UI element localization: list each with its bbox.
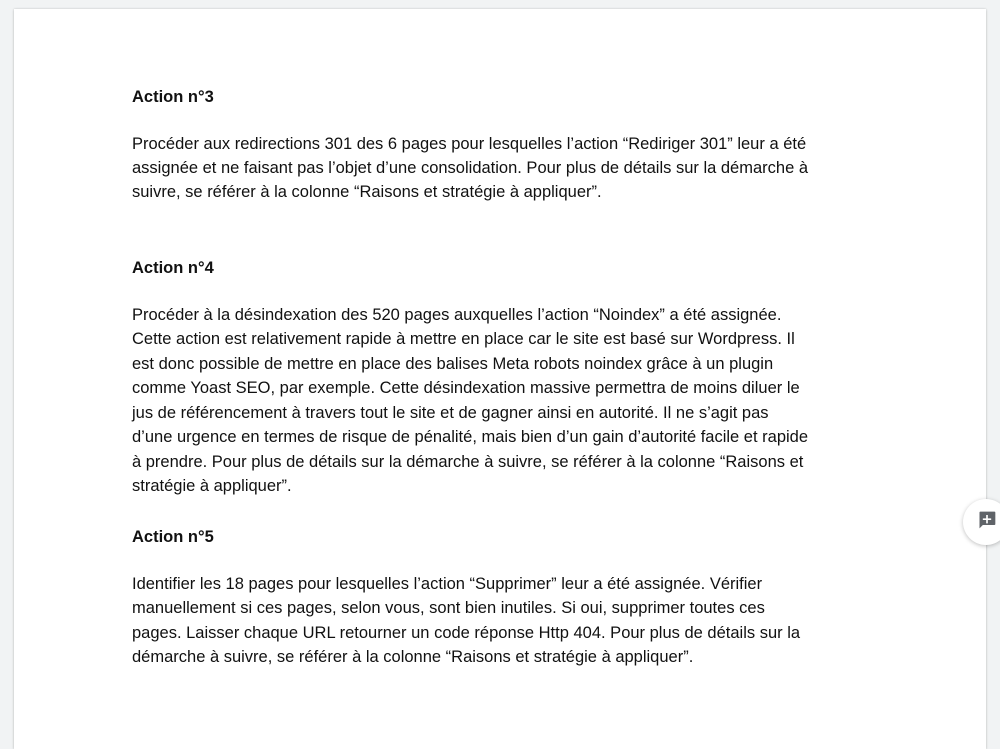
paragraph-line: d’une urgence en termes de risque de pénalité, mais bien d’un gain d’autorité facile et rapide bbox=[132, 428, 809, 446]
document-page bbox=[14, 9, 986, 749]
paragraph-line: suivre, se référer à la colonne “Raisons et stratégie à appliquer”. bbox=[132, 183, 602, 201]
paragraph-line: Procéder à la désindexation des 520 pages auxquelles l’action “Noindex” a été assignée. bbox=[132, 306, 782, 324]
paragraph-line: jus de référencement à travers tout le site et de gagner ainsi en autorité. Il ne s’agit pas bbox=[132, 404, 769, 422]
paragraph-line: manuellement si ces pages, selon vous, sont bien inutiles. Si oui, supprimer toutes ces bbox=[132, 599, 765, 617]
paragraph-line: pages. Laisser chaque URL retourner un code réponse Http 404. Pour plus de détails sur la bbox=[132, 624, 801, 642]
section-heading-action-3: Action n°3 bbox=[132, 88, 214, 106]
add-comment-icon bbox=[977, 510, 997, 530]
paragraph-line: comme Yoast SEO, par exemple. Cette désindexation massive permettra de moins diluer le bbox=[132, 379, 800, 397]
paragraph-line: stratégie à appliquer”. bbox=[132, 477, 292, 495]
paragraph-line: à prendre. Pour plus de détails sur la démarche à suivre, se référer à la colonne “Raisons et bbox=[132, 453, 804, 471]
paragraph-line: démarche à suivre, se référer à la colonne “Raisons et stratégie à appliquer”. bbox=[132, 648, 694, 666]
paragraph-line: Identifier les 18 pages pour lesquelles l’action “Supprimer” leur a été assignée. Vérifier bbox=[132, 575, 763, 593]
section-heading-action-5: Action n°5 bbox=[132, 528, 214, 546]
paragraph-line: Procéder aux redirections 301 des 6 pages pour lesquelles l’action “Rediriger 301” leur a été bbox=[132, 135, 807, 153]
paragraph-line: assignée et ne faisant pas l’objet d’une consolidation. Pour plus de détails sur la démarche à bbox=[132, 159, 809, 177]
paragraph-line: est donc possible de mettre en place des balises Meta robots noindex grâce à un plugin bbox=[132, 355, 774, 373]
section-heading-action-4: Action n°4 bbox=[132, 259, 214, 277]
paragraph-line: Cette action est relativement rapide à mettre en place car le site est basé sur Wordpress. Il bbox=[132, 330, 795, 348]
